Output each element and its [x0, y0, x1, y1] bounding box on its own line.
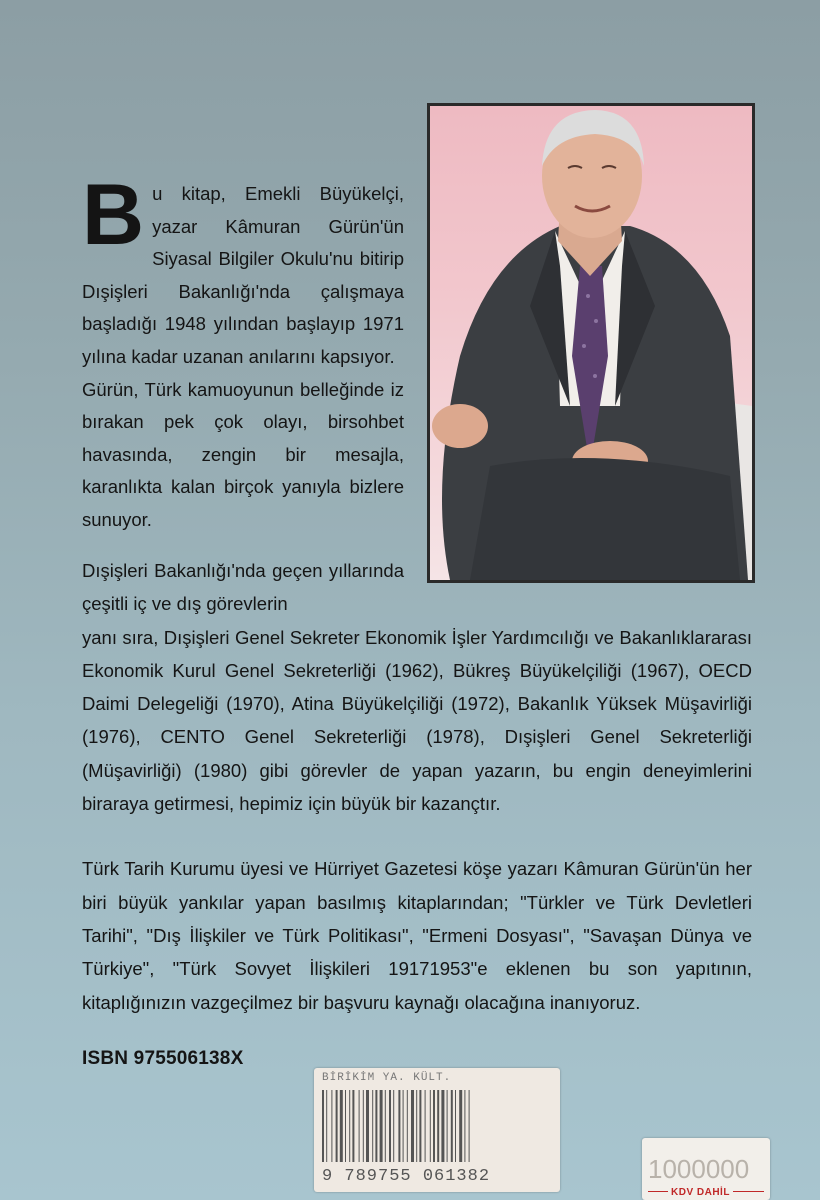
- body-paragraph-2: Türk Tarih Kurumu üyesi ve Hürriyet Gazetesi köşe yazarı Kâmuran Gürün'ün her biri büyük yankılar yapan basılmış kitaplarından; "Türkler ve Türk Devletleri Tarihi", "Dış İlişkiler ve Türk Politikası", "Ermeni Dosyası", "Savaşan Dünya ve Türkiye", "Türk Sovyet İlişkileri 19171953"e eklenen bu son yapıtının, kitaplığınızın vazgeçilmez bir başvuru kaynağı olacağına inanıyoruz.: [82, 858, 752, 1013]
- price-label: KDV DAHİL: [668, 1187, 733, 1198]
- body-paragraph-1-rest: yanı sıra, Dışişleri Genel Sekreter Ekonomik İşler Yardımcılığı ve Bakanlıklararası Ekonomik Kurul Genel Sekreterliği (1962), Bükreş Büyükelçiliği (1967), OECD Daimi Delegeliği (1970), Atina Büyükelçiliği (1972), Bakanlık Yüksek Müşavirliği (1976), CENTO Genel Sekreterliği (1978), Dışişleri Genel Sekreterliği (Müşavirliği) (1980) gibi görevler de yapan yazarın, bu engin deneyimlerini biraraya getirmesi, hepimiz için büyük bir kazançtır.: [82, 626, 752, 815]
- price-value: 1000000: [648, 1154, 750, 1184]
- barcode-sticker: [314, 1068, 560, 1192]
- price-sticker: [642, 1138, 770, 1200]
- intro-paragraph: [82, 167, 404, 537]
- intro-text: u kitap, Emekli Büyükelçi, yazar Kâmuran Gürün'ün Siyasal Bilgiler Okulu'nu bitirip Dışişleri Bakanlığı'nda çalışmaya başladığı 1948 yılından başlayıp 1971 yılına kadar uzanan anılarını kapsıyor.: [82, 183, 404, 367]
- barcode-icon: [322, 1090, 552, 1162]
- body-paragraph-1-head: Dışişleri Bakanlığı'nda geçen yıllarında çeşitli iç ve dış görevlerin: [82, 560, 404, 615]
- author-photo: [427, 103, 755, 583]
- drop-cap: B: [82, 167, 145, 263]
- sticker-publisher: BİRİKİM YA. KÜLT.: [322, 1072, 452, 1084]
- author-portrait-illustration: [430, 106, 752, 580]
- isbn-number: ISBN 975506138X: [82, 1048, 244, 1069]
- body-text: [82, 554, 752, 1019]
- barcode-digits: 9 789755 061382: [322, 1167, 491, 1186]
- intro-text-2: Gürün, Türk kamuoyunun belleğinde iz bırakan pek çok olayı, birsohbet havasında, zengin bir mesajla, karanlıkta kalan birçok yanıyla bizlere sunuyor.: [82, 378, 404, 530]
